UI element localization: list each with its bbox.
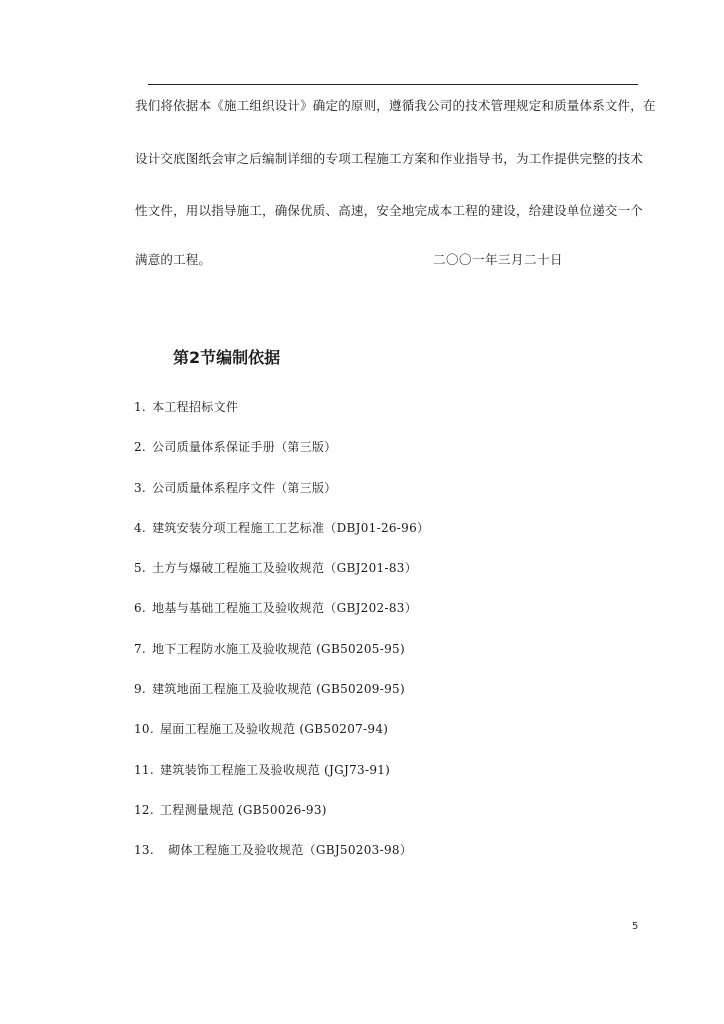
reference-text: 砌体工程施工及验收规范（GBJ50203-98）	[159, 843, 413, 858]
reference-text: 建筑装饰工程施工及验收规范 (JGJ73-91)	[159, 762, 391, 777]
reference-item	[134, 440, 429, 480]
reference-number: 7.	[134, 641, 147, 656]
reference-number: 5.	[134, 561, 147, 576]
reference-item	[134, 521, 429, 561]
reference-text: 工程测量规范 (GB50026-93)	[159, 802, 327, 817]
reference-number: 6.	[134, 601, 147, 616]
reference-item	[134, 843, 429, 883]
reference-number: 13.	[134, 843, 154, 858]
reference-item	[134, 400, 429, 440]
page-number: 5	[632, 921, 639, 932]
reference-item	[134, 763, 429, 803]
reference-text: 建筑安装分项工程施工工艺标准（DBJ01-26-96）	[152, 520, 430, 535]
reference-item	[134, 803, 429, 843]
reference-number: 3.	[134, 480, 147, 495]
header-rule	[148, 84, 638, 85]
reference-item	[134, 561, 429, 601]
reference-item	[134, 722, 429, 762]
reference-number: 9.	[134, 682, 147, 697]
reference-number: 10.	[134, 722, 154, 737]
reference-item	[134, 682, 429, 722]
reference-number: 11.	[134, 762, 154, 777]
intro-line-3: 性文件，用以指导施工，确保优质、高速，安全地完成本工程的建设，给建设单位递交一个	[135, 203, 644, 218]
intro-line-1: 我们将依据本《施工组织设计》确定的原则，遵循我公司的技术管理规定和质量体系文件，在	[135, 98, 656, 113]
reference-text: 土方与爆破工程施工及验收规范（GBJ201-83）	[152, 561, 418, 576]
intro-line-4: 满意的工程。	[135, 252, 212, 267]
section-title: 第2节编制依据	[173, 348, 281, 367]
document-date: 二〇〇一年三月二十日	[433, 252, 564, 267]
reference-text: 地下工程防水施工及验收规范 (GB50205-95)	[152, 641, 405, 656]
reference-text: 地基与基础工程施工及验收规范（GBJ202-83）	[152, 601, 418, 616]
intro-line-2: 设计交底图纸会审之后编制详细的专项工程施工方案和作业指导书，为工作提供完整的技术	[135, 151, 644, 166]
reference-number: 12.	[134, 802, 154, 817]
reference-list	[134, 400, 429, 884]
reference-number: 2.	[134, 440, 147, 455]
reference-item	[134, 642, 429, 682]
reference-text: 公司质量体系保证手册（第三版）	[152, 440, 337, 455]
reference-text: 屋面工程施工及验收规范 (GB50207-94)	[159, 722, 389, 737]
reference-item	[134, 481, 429, 521]
reference-text: 本工程招标文件	[152, 400, 239, 414]
reference-number: 1.	[134, 400, 147, 414]
reference-text: 公司质量体系程序文件（第三版）	[152, 480, 337, 495]
reference-text: 建筑地面工程施工及验收规范 (GB50209-95)	[152, 682, 405, 697]
reference-item	[134, 601, 429, 641]
reference-number: 4.	[134, 520, 147, 535]
